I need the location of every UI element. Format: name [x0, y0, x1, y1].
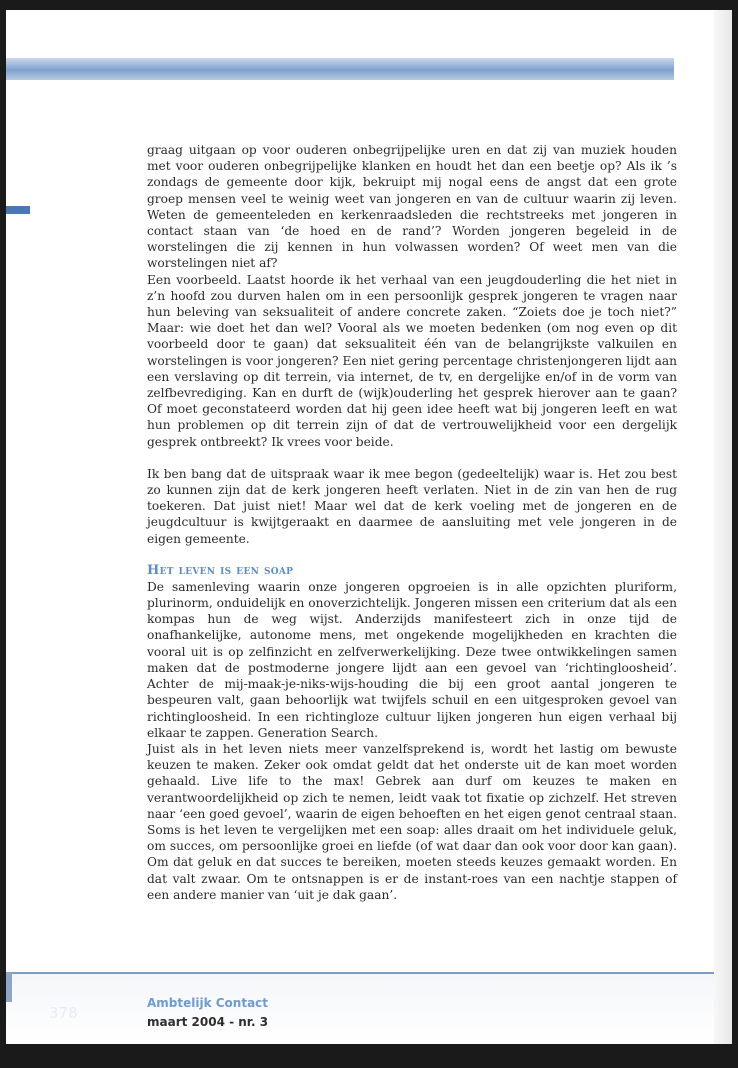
document-page: [6, 10, 732, 1044]
footer-band: [6, 974, 732, 1044]
section-heading: Het leven is een soap: [147, 562, 294, 578]
paragraph-2: Een voorbeeld. Laatst hoorde ik het verhaal van een jeugdouderling die het niet in z’n hoofd zou durven halen om in een persoonlijk gesprek jongeren te vragen naar hun beleving van seksualiteit of andere concrete zaken. “Zoiets doe je toch niet?” Maar: wie doet het dan wel? Vooral als we moeten bedenken (om nog even op dit voorbeeld door te gaan) dat seksualiteit één van de belangrijkste valkuilen en worstelingen is voor jongeren? Een niet gering percentage christenjongeren lijdt aan een verslaving op dit terrein, via internet, de tv, en dergelijke en/of in de vorm van zelfbevrediging. Kan en durft de (wijk)ouderling het gesprek hierover aan te gaan? Of moet geconstateerd worden dat hij geen idee heeft wat bij jongeren leeft en wat hun problemen op dit terrein zijn of dat de vertrouwelijkheid voor een dergelijk gesprek ontbreekt? Ik vrees voor beide.: [147, 272, 677, 449]
paragraph-3: Ik ben bang dat de uitspraak waar ik mee begon (gedeeltelijk) waar is. Het zou best zo kunnen zijn dat de kerk jongeren heeft verlaten. Niet in de zin van hen de rug toekeren. Dat juist niet! Maar wel dat de kerk voeling met de jongeren en de jeugdcultuur is kwijtgeraakt en daarmee de aansluiting met vele jongeren in de eigen gemeente.: [147, 466, 677, 546]
article-body: [147, 142, 677, 903]
paragraph-1: graag uitgaan op voor ouderen onbegrijpelijke uren en dat zij van muziek houden met voor ouderen onbegrijpelijke klanken en houdt het dan een beetje op? Als ik ’s zondags de gemeente door kijk, bekruipt mij nogal eens de angst dat een grote groep mensen veel te weinig weet van jongeren en van de cultuur waarin zij leven. Weten de gemeenteleden en kerkenraadsleden die rechtstreeks met jongeren in contact staan van ‘de hoed en de rand’? Worden jongeren begeleid in de worstelingen die zij kennen in hun volwassen worden? Of weet men van die worstelingen niet af?: [147, 143, 677, 271]
margin-marker: [6, 206, 30, 214]
paragraph-4: De samenleving waarin onze jongeren opgroeien is in alle opzichten pluriform, plurinorm, onduidelijk en onoverzichtelijk. Jongeren missen een criterium dat als een kompas hun de weg wijst. Anderzijds manifesteert zich in onze tijd de onafhankelijke, autonome mens, met ongekende mogelijkheden en krachten die vooral uit is op zelfinzicht en zelfverwerkelijking. Deze twee ontwikkelingen samen maken dat de postmoderne jongere lijdt aan een gevoel van ‘richtingloosheid’. Achter de mij-maak-je-niks-wijs-houding die bij een groot aantal jongeren te bespeuren valt, gaan behoorlijk wat twijfels schuil en een uitgesproken gevoel van richtingloosheid. In een richtingloze cultuur lijken jongeren hun eigen verhaal bij elkaar te zappen. Generation Search.: [147, 579, 677, 740]
footer-margin-line: [6, 972, 12, 1002]
paragraph-5: Juist als in het leven niets meer vanzelfsprekend is, wordt het lastig om bewuste keuzen te maken. Zeker ook omdat geldt dat het onderste uit de kan moet worden gehaald. Live life to the max! Gebrek aan durf om keuzes te maken en verantwoordelijkheid op zich te nemen, leidt vaak tot fixatie op zichzelf. Het streven naar ‘een goed gevoel’, waarin de eigen behoeften en het eigen genot centraal staan. Soms is het leven te vergelijken met een soap: alles draait om het individuele geluk, om succes, om persoonlijke groei en liefde (of wat daar dan ook voor door kan gaan). Om dat geluk en dat succes te bereiken, moeten steeds keuzes gemaakt worden. En dat valt zwaar. Om te ontsnappen is er de instant-roes van een nachtje stappen of een andere manier van ‘uit je dak gaan’.: [147, 741, 677, 902]
issue-info: maart 2004 - nr. 3: [147, 1015, 269, 1029]
header-color-band: [6, 58, 674, 80]
page-number: 378: [49, 1004, 78, 1022]
magazine-title: Ambtelijk Contact: [147, 996, 269, 1010]
